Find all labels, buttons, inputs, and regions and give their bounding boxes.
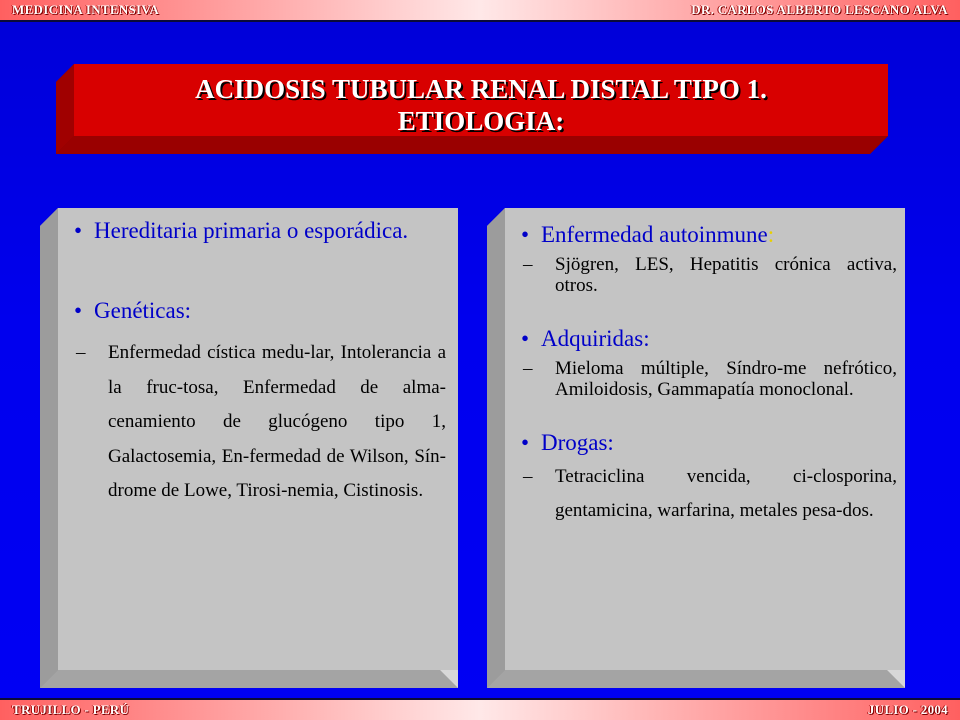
sub-item [60,336,446,509]
list-item [507,430,897,456]
bullet: • [521,430,530,455]
title-line-1: ACIDOSIS TUBULAR RENAL DISTAL TIPO 1. [195,74,767,104]
sub-item [507,254,897,296]
item-geneticas: Genéticas: [94,298,192,323]
left-panel [40,208,458,688]
bullet: • [521,326,530,351]
footer-right-text: JULIO - 2004 [867,702,948,717]
header-left-text: MEDICINA INTENSIVA [12,2,160,17]
item-autoinmune-colon: : [767,222,775,247]
list-item [60,298,446,324]
list-item [60,218,446,244]
item-autoinmune: Enfermedad autoinmune [541,222,768,247]
footer-left-text: TRUJILLO - PERÚ [12,702,130,717]
right-panel [487,208,905,688]
item-drogas: Drogas: [541,430,614,455]
sub-autoinmune-text: Sjögren, LES, Hepatitis crónica activa, otros. [555,254,897,296]
item-adquiridas: Adquiridas: [541,326,650,351]
bullet: • [74,298,83,323]
footer-bar [0,698,960,720]
dash: – [76,342,86,363]
header-right-text: DR. CARLOS ALBERTO LESCANO ALVA [691,2,948,17]
sub-adquiridas-text: Mieloma múltiple, Síndro-me nefrótico, Amiloidosis, Gammapatía monoclonal. [555,358,897,400]
sub-item [507,460,897,528]
title-line-2: ETIOLOGIA: [397,106,565,136]
title-banner [56,64,888,154]
sub-item [507,358,897,400]
dash: – [523,358,533,379]
item-hereditaria: Hereditaria primaria o esporádica. [94,218,409,243]
header-bar [0,0,960,22]
sub-geneticas-text: Enfermedad cística medu-lar, Intolerancia a la fruc-tosa, Enfermedad de alma-cenamiento de glucógeno tipo 1, Galactosemia, En-fermedad de Wilson, Sín-drome de Lowe, Tirosi-nemia, Cistinosis. [108,342,446,501]
list-item [507,326,897,352]
list-item [507,222,897,248]
dash: – [523,466,533,487]
bullet: • [74,218,83,243]
bullet: • [521,222,530,247]
dash: – [523,254,533,275]
sub-drogas-text: Tetraciclina vencida, ci-closporina, gentamicina, warfarina, metales pesa-dos. [555,466,897,521]
